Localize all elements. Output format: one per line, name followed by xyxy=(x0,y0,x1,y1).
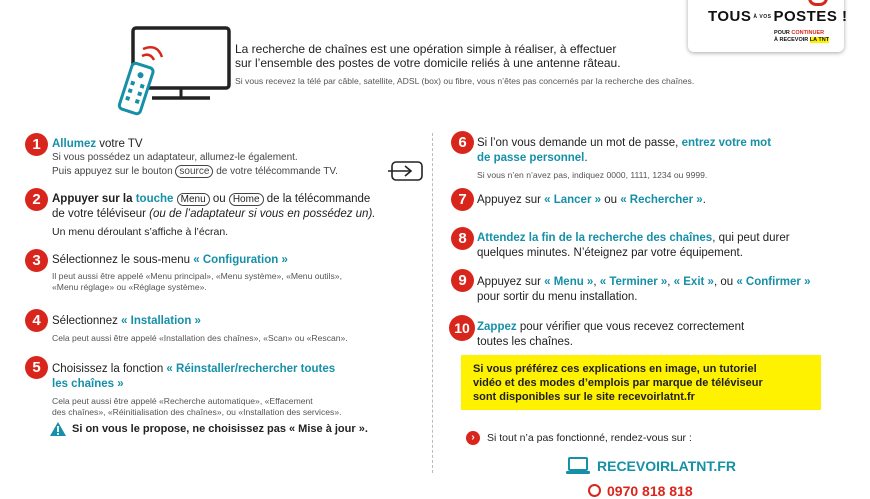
tutorial-callout xyxy=(461,355,821,410)
step-9-title: Appuyez sur xyxy=(477,276,545,288)
step-1-highlight: Allumez xyxy=(52,138,97,150)
step-3-number: 3 xyxy=(25,249,48,272)
phone-number[interactable]: 0970 818 818 xyxy=(607,483,693,499)
step-7-highlight-1: « Lancer » xyxy=(544,194,602,206)
step-2-title-b: de la télécommande xyxy=(263,193,371,205)
logo-tous: TOUS xyxy=(708,8,752,25)
website-link[interactable]: RECEVOIRLATNT.FR xyxy=(597,458,736,474)
callout-line-2: vidéo et des modes d’emplois par marque de téléviseur xyxy=(473,377,763,389)
step-9-terminer: « Terminer » xyxy=(599,276,668,288)
help-text: Si tout n’a pas fonctionné, rendez-vous sur : xyxy=(487,432,692,444)
source-input-icon xyxy=(388,160,424,182)
step-7-highlight-2: « Rechercher » xyxy=(620,194,703,206)
step-1-detail-2b: de votre télécommande TV. xyxy=(213,165,338,177)
step-9-sep-3: , ou xyxy=(713,276,737,288)
logo-latnt: LA TNT xyxy=(809,36,830,43)
intro-note: Si vous recevez la télé par câble, satellite, ADSL (box) ou fibre, vous n’êtes pas concernés par la recherche des chaînes. xyxy=(235,76,695,86)
step-2-number: 2 xyxy=(25,188,48,211)
step-5-warning: Si on vous le propose, ne choisissez pas « Mise à jour ». xyxy=(72,423,368,435)
step-8-title-a: , qui peut durer xyxy=(712,232,790,244)
step-6-title: Si l’on vous demande un mot de passe, xyxy=(477,137,682,149)
step-1-number: 1 xyxy=(25,133,48,156)
step-1-detail-1: Si vous possédez un adaptateur, allumez-le également. xyxy=(52,152,298,163)
source-button-label: source xyxy=(175,165,213,178)
logo-red-arc xyxy=(808,0,828,6)
chevron-right-icon: › xyxy=(466,431,480,445)
logo-postes: POSTES ! xyxy=(773,8,848,25)
step-4-title: Sélectionnez xyxy=(52,315,122,327)
step-10-highlight: Zappez xyxy=(477,321,517,333)
step-2-ou: ou xyxy=(209,193,229,205)
step-5-title: Choisissez la fonction xyxy=(52,363,167,375)
step-3-highlight: « Configuration » xyxy=(193,254,288,266)
step-2-title-d: (ou de l’adaptateur si vous en possédez un). xyxy=(149,208,376,220)
step-4-highlight: « Installation » xyxy=(121,315,201,327)
laptop-icon xyxy=(566,457,590,475)
menu-key-label: Menu xyxy=(177,193,210,206)
step-9-sep-1: , xyxy=(593,276,600,288)
step-4-number: 4 xyxy=(25,309,48,332)
logo-arecevoir: À RECEVOIR xyxy=(774,36,809,43)
step-2-title-a: Appuyer sur la xyxy=(52,193,136,205)
step-10-title-a: pour vérifier que vous recevez correctement xyxy=(516,321,745,333)
step-1-detail-2a: Puis appuyez sur le bouton xyxy=(52,165,176,177)
step-2-touche: touche xyxy=(135,193,174,205)
step-10-number: 10 xyxy=(449,315,475,341)
phone-icon xyxy=(588,484,601,497)
callout-line-1: Si vous préférez ces explications en image, un tutoriel xyxy=(473,363,757,375)
logo-a-vos: À VOS xyxy=(753,14,772,21)
logo-pour: POUR xyxy=(774,30,790,36)
step-8-number: 8 xyxy=(451,227,474,250)
step-5-highlight-1: « Réinstaller/rechercher toutes xyxy=(166,363,336,375)
step-7-number: 7 xyxy=(451,188,474,211)
step-2-title-c: de votre téléviseur xyxy=(52,208,150,220)
step-10-title-b: toutes les chaînes. xyxy=(477,336,573,348)
step-7-period: . xyxy=(702,194,706,206)
campaign-logo xyxy=(688,0,848,52)
step-4-detail: Cela peut aussi être appelé «Installation des chaînes», «Scan» ou «Rescan». xyxy=(52,333,348,343)
intro-line-2: sur l’ensemble des postes de votre domicile reliés à une antenne râteau. xyxy=(235,56,621,70)
step-7-title: Appuyez sur xyxy=(477,194,545,206)
step-9-number: 9 xyxy=(451,269,474,292)
step-6-highlight-2: de passe personnel xyxy=(477,152,585,164)
step-5-highlight-2: les chaînes » xyxy=(52,378,124,390)
step-9-confirmer: « Confirmer » xyxy=(736,276,811,288)
home-key-label: Home xyxy=(229,193,264,206)
step-2-detail: Un menu déroulant s’affiche à l’écran. xyxy=(52,226,229,238)
step-6-number: 6 xyxy=(451,131,474,154)
intro-line-1: La recherche de chaînes est une opération simple à réaliser, à effectuer xyxy=(235,42,617,56)
callout-line-3: sont disponibles sur le site recevoirlatnt.fr xyxy=(473,391,695,403)
step-7-ou: ou xyxy=(601,194,621,206)
step-6-detail: Si vous n’en n’avez pas, indiquez 0000, 1111, 1234 ou 9999. xyxy=(477,170,708,180)
column-divider xyxy=(432,133,433,473)
step-5-detail-1: Cela peut aussi être appelé «Recherche automatique», «Effacement xyxy=(52,396,313,406)
step-3-detail-2: «Menu réglage» ou «Réglage système». xyxy=(52,282,207,292)
step-9-menu: « Menu » xyxy=(544,276,594,288)
step-6-period: . xyxy=(584,152,588,164)
logo-continuer: CONTINUER xyxy=(791,30,825,36)
step-1-title: votre TV xyxy=(96,138,143,150)
step-8-title-b: quelques minutes. N’éteignez par votre équipement. xyxy=(477,247,743,259)
step-9-title-b: pour sortir du menu installation. xyxy=(477,291,638,303)
tv-remote-icon xyxy=(112,22,237,118)
step-8-highlight: Attendez la fin de la recherche des chaînes xyxy=(477,232,713,244)
step-3-title: Sélectionnez le sous-menu xyxy=(52,254,194,266)
step-9-sep-2: , xyxy=(667,276,674,288)
step-5-detail-2: des chaînes», «Réinitialisation des chaînes», ou «Installation des services». xyxy=(52,407,342,417)
step-9-exit: « Exit » xyxy=(673,276,714,288)
step-3-detail-1: Il peut aussi être appelé «Menu principal», «Menu système», «Menu outils», xyxy=(52,271,342,281)
step-5-number: 5 xyxy=(25,356,48,379)
step-6-highlight-1: entrez votre mot xyxy=(681,137,772,149)
warning-icon xyxy=(49,421,67,437)
